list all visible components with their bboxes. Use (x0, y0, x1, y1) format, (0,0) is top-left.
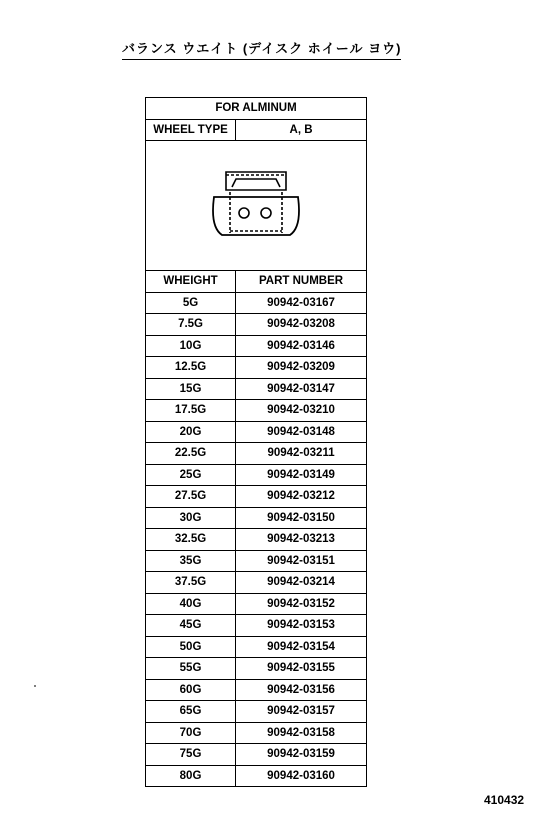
table-row (146, 658, 367, 680)
table-row (146, 292, 367, 314)
table-row (146, 593, 367, 615)
weight-cell: 27.5G (146, 486, 236, 508)
part-column-header: PART NUMBER (236, 271, 367, 293)
part-number-cell: 90942-03154 (236, 636, 367, 658)
group-header: FOR ALMINUM (146, 98, 367, 120)
part-number-cell: 90942-03213 (236, 529, 367, 551)
table-row (146, 486, 367, 508)
part-number-cell: 90942-03167 (236, 292, 367, 314)
part-number-cell: 90942-03156 (236, 679, 367, 701)
weight-cell: 30G (146, 507, 236, 529)
table-row (146, 335, 367, 357)
weight-cell: 60G (146, 679, 236, 701)
part-number-cell: 90942-03160 (236, 765, 367, 787)
part-number-cell: 90942-03209 (236, 357, 367, 379)
part-number-cell: 90942-03212 (236, 486, 367, 508)
table-row (146, 378, 367, 400)
weight-cell: 65G (146, 701, 236, 723)
wheel-type-row (146, 119, 367, 141)
weight-cell: 25G (146, 464, 236, 486)
weight-cell: 37.5G (146, 572, 236, 594)
part-number-cell: 90942-03153 (236, 615, 367, 637)
weight-cell: 10G (146, 335, 236, 357)
wheel-type-label: WHEEL TYPE (146, 119, 236, 141)
part-number-cell: 90942-03147 (236, 378, 367, 400)
illustration-cell (146, 141, 367, 271)
page-title: バランス ウエイト (デイスク ホイール ヨウ) (122, 38, 401, 60)
part-number-cell: 90942-03211 (236, 443, 367, 465)
part-number-cell: 90942-03152 (236, 593, 367, 615)
table-row (146, 744, 367, 766)
weight-cell: 5G (146, 292, 236, 314)
table-row (146, 765, 367, 787)
balance-weight-illustration (196, 147, 316, 257)
part-number-cell: 90942-03148 (236, 421, 367, 443)
table-row (146, 507, 367, 529)
table-row (146, 357, 367, 379)
part-number-cell: 90942-03146 (236, 335, 367, 357)
table-row (146, 615, 367, 637)
weight-cell: 35G (146, 550, 236, 572)
weight-cell: 7.5G (146, 314, 236, 336)
part-number-cell: 90942-03214 (236, 572, 367, 594)
weight-cell: 17.5G (146, 400, 236, 422)
weight-cell: 40G (146, 593, 236, 615)
weight-cell: 70G (146, 722, 236, 744)
part-number-cell: 90942-03155 (236, 658, 367, 680)
weight-cell: 22.5G (146, 443, 236, 465)
illustration-row (146, 141, 367, 271)
table-row (146, 701, 367, 723)
table-row (146, 314, 367, 336)
part-number-cell: 90942-03149 (236, 464, 367, 486)
part-number-cell: 90942-03208 (236, 314, 367, 336)
wheel-type-value: A, B (236, 119, 367, 141)
table-row (146, 400, 367, 422)
table-row (146, 679, 367, 701)
weight-cell: 75G (146, 744, 236, 766)
part-number-cell: 90942-03210 (236, 400, 367, 422)
weight-cell: 80G (146, 765, 236, 787)
document-code: 410432 (484, 793, 525, 807)
table-row (146, 421, 367, 443)
stray-mark (34, 685, 36, 687)
weight-cell: 15G (146, 378, 236, 400)
table-row (146, 550, 367, 572)
weight-cell: 12.5G (146, 357, 236, 379)
table-row (146, 443, 367, 465)
parts-table (145, 97, 367, 787)
part-number-cell: 90942-03159 (236, 744, 367, 766)
weight-cell: 45G (146, 615, 236, 637)
weight-cell: 20G (146, 421, 236, 443)
weight-cell: 32.5G (146, 529, 236, 551)
column-header-row (146, 271, 367, 293)
table-row (146, 722, 367, 744)
group-header-row (146, 98, 367, 120)
weight-cell: 50G (146, 636, 236, 658)
part-number-cell: 90942-03150 (236, 507, 367, 529)
part-number-cell: 90942-03157 (236, 701, 367, 723)
table-row (146, 572, 367, 594)
part-number-cell: 90942-03158 (236, 722, 367, 744)
weight-cell: 55G (146, 658, 236, 680)
weight-column-header: WHEIGHT (146, 271, 236, 293)
table-row (146, 529, 367, 551)
part-number-cell: 90942-03151 (236, 550, 367, 572)
table-row (146, 636, 367, 658)
table-row (146, 464, 367, 486)
